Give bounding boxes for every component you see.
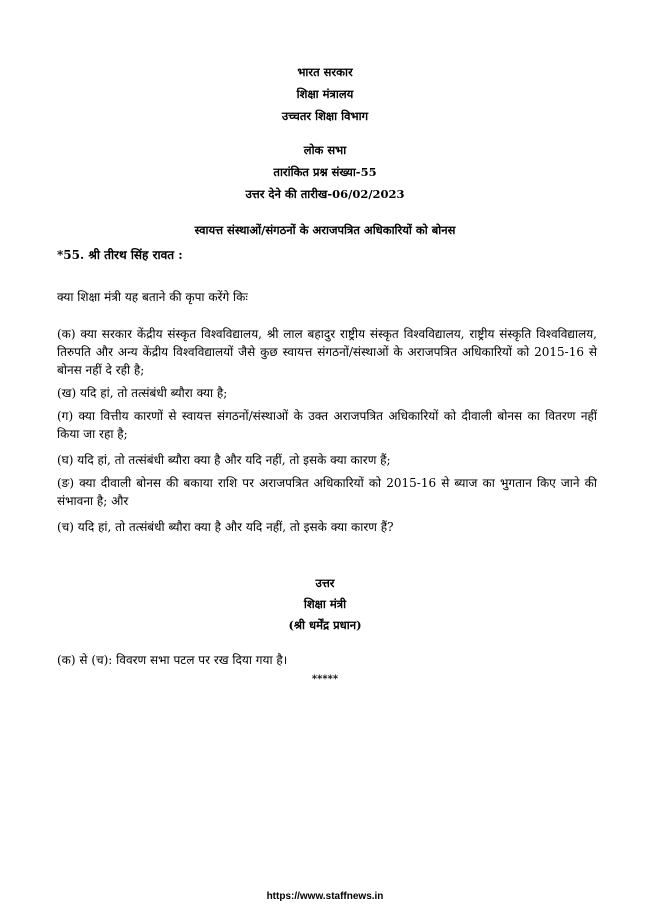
answer-text: (क) से (च): विवरण सभा पटल पर रख दिया गया है। <box>57 653 288 667</box>
header-government: भारत सरकार <box>297 65 353 79</box>
header-department: उच्चतर शिक्षा विभाग <box>281 109 369 123</box>
question-gha: (घ) यदि हां, तो तत्संबंधी ब्यौरा क्या है और यदि नहीं, तो इसके क्या कारण हैं; <box>57 453 391 467</box>
header-ministry: शिक्षा मंत्रालय <box>296 87 354 101</box>
question-kha: (ख) यदि हां, तो तत्संबंधी ब्यौरा क्या है; <box>57 386 228 400</box>
question-ga: (ग) क्या वित्तीय कारणों से स्वायत्त संगठनों/संस्थाओं के उक्त अराजपत्रित अधिकारियों को दीवाली बोनस का वितरण नहीं किया जा रहा है; <box>57 409 597 441</box>
header-question-number: तारांकित प्रश्न संख्या-55 <box>273 165 377 179</box>
subject-title: स्वायत्त संस्थाओं/संगठनों के अराजपत्रित अधिकारियों को बोनस <box>194 223 456 237</box>
answer-heading: उत्तर <box>315 576 335 590</box>
header-answer-date: उत्तर देने की तारीख-06/02/2023 <box>245 187 405 201</box>
question-cha: (च) यदि हां, तो तत्संबंधी ब्यौरा क्या है और यदि नहीं, तो इसके क्या कारण हैं? <box>57 520 394 534</box>
answer-minister-title: शिक्षा मंत्री <box>303 597 347 611</box>
question-nga: (ङ) क्या दीवाली बोनस की बकाया राशि पर अराजपत्रित अधिकारियों को 2015-16 से ब्याज का भुगतान किए जाने की संभावना है; और <box>57 476 597 508</box>
question-intro: क्या शिक्षा मंत्री यह बताने की कृपा करेंगे किः <box>57 290 248 304</box>
end-mark: ***** <box>311 674 339 685</box>
footer-url: https://www.staffnews.in <box>266 891 384 902</box>
asker-name: *55. श्री तीरथ सिंह रावत : <box>57 248 183 262</box>
question-ka: (क) क्या सरकार केंद्रीय संस्कृत विश्वविद्यालय, श्री लाल बहादुर राष्ट्रीय संस्कृत विश्वविद्यालय, राष्ट्रीय संस्कृति विश्वविद्यालय, तिरुपति और अन्य केंद्रीय विश्वविद्यालयों जैसे कुछ स्वायत्त संगठनों/संस्थाओं के अराजपत्रित अधिकारियों को 2015-16 से बोनस नहीं दे रही है; <box>57 327 597 377</box>
answer-minister-name: (श्री धर्मेंद्र प्रधान) <box>288 618 362 632</box>
header-house: लोक सभा <box>303 143 347 157</box>
